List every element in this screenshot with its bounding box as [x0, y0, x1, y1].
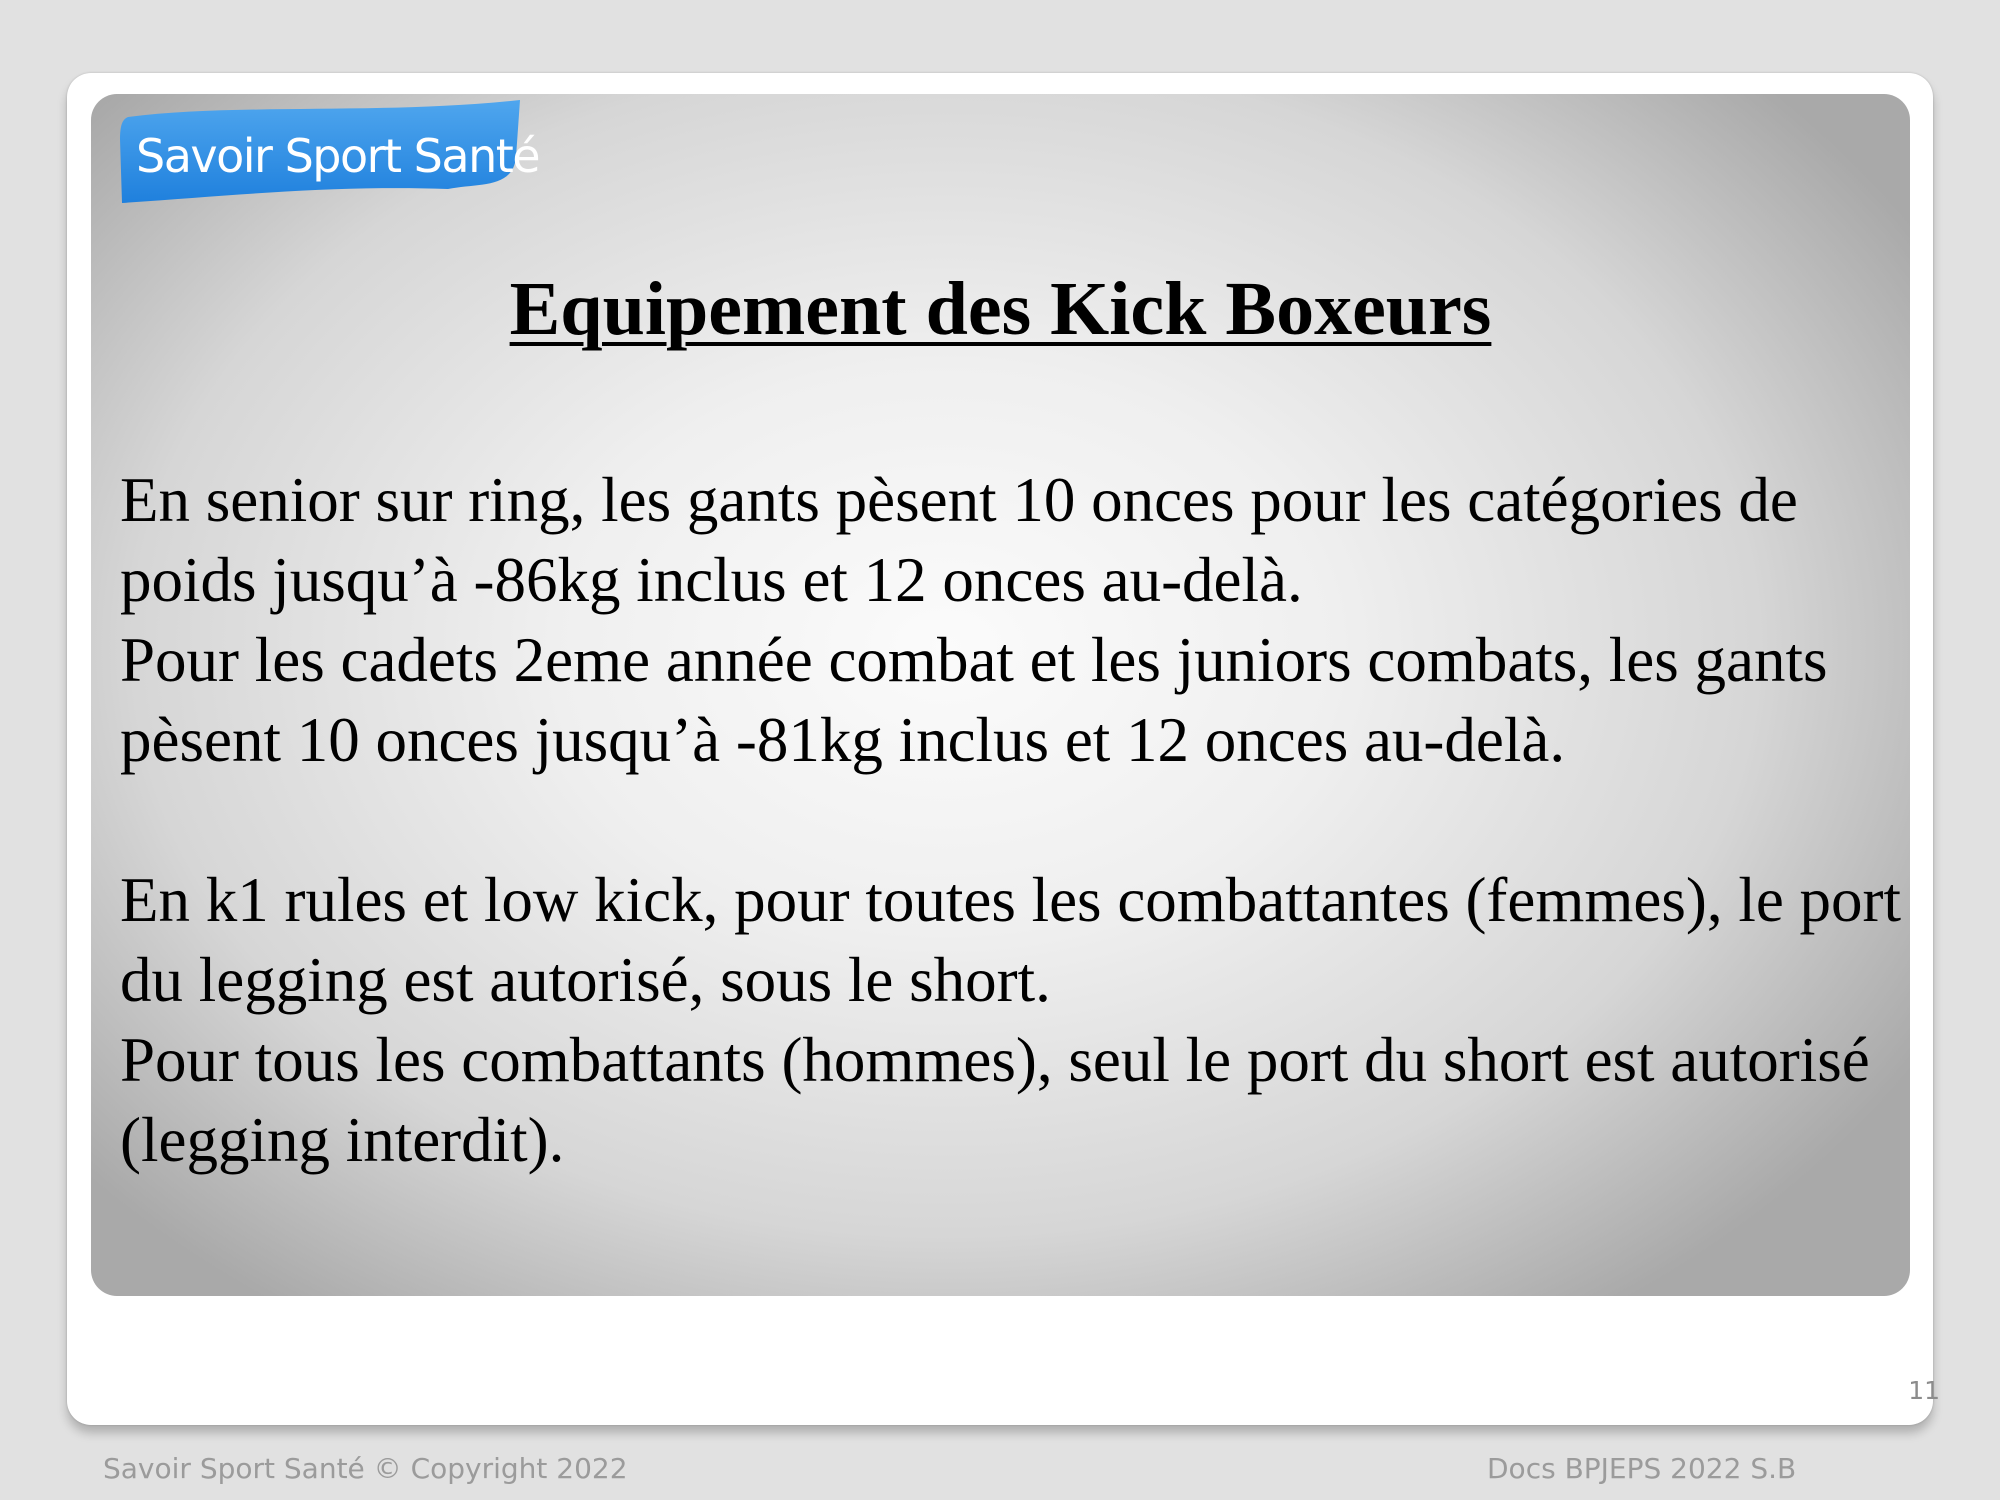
paragraph-men-short: Pour tous les combattants (hommes), seul le port du short est autorisé (legging interdit).	[120, 1025, 1870, 1175]
paragraph-senior-gloves: En senior sur ring, les gants pèsent 10 onces pour les catégories de poids jusqu’à -86kg inclus et 12 onces au-delà.	[120, 465, 1798, 615]
slide-title: Equipement des Kick Boxeurs	[509, 267, 1492, 351]
footer-copyright: Savoir Sport Santé © Copyright 2022	[103, 1452, 628, 1485]
paragraph-spacer	[120, 780, 1910, 860]
slide-body	[120, 460, 1910, 1180]
savoir-sport-sante-logo	[118, 99, 540, 204]
page-number: 11	[1908, 1376, 1940, 1405]
paragraph-cadets-juniors-gloves: Pour les cadets 2eme année combat et les juniors combats, les gants pèsent 10 onces jusqu’à -81kg inclus et 12 onces au-delà.	[120, 625, 1828, 775]
paragraph-women-legging: En k1 rules et low kick, pour toutes les combattantes (femmes), le port du legging est autorisé, sous le short.	[120, 865, 1902, 1015]
logo-text: Savoir Sport Santé	[136, 129, 540, 183]
footer-docs-label: Docs BPJEPS 2022 S.B	[1487, 1452, 1797, 1485]
